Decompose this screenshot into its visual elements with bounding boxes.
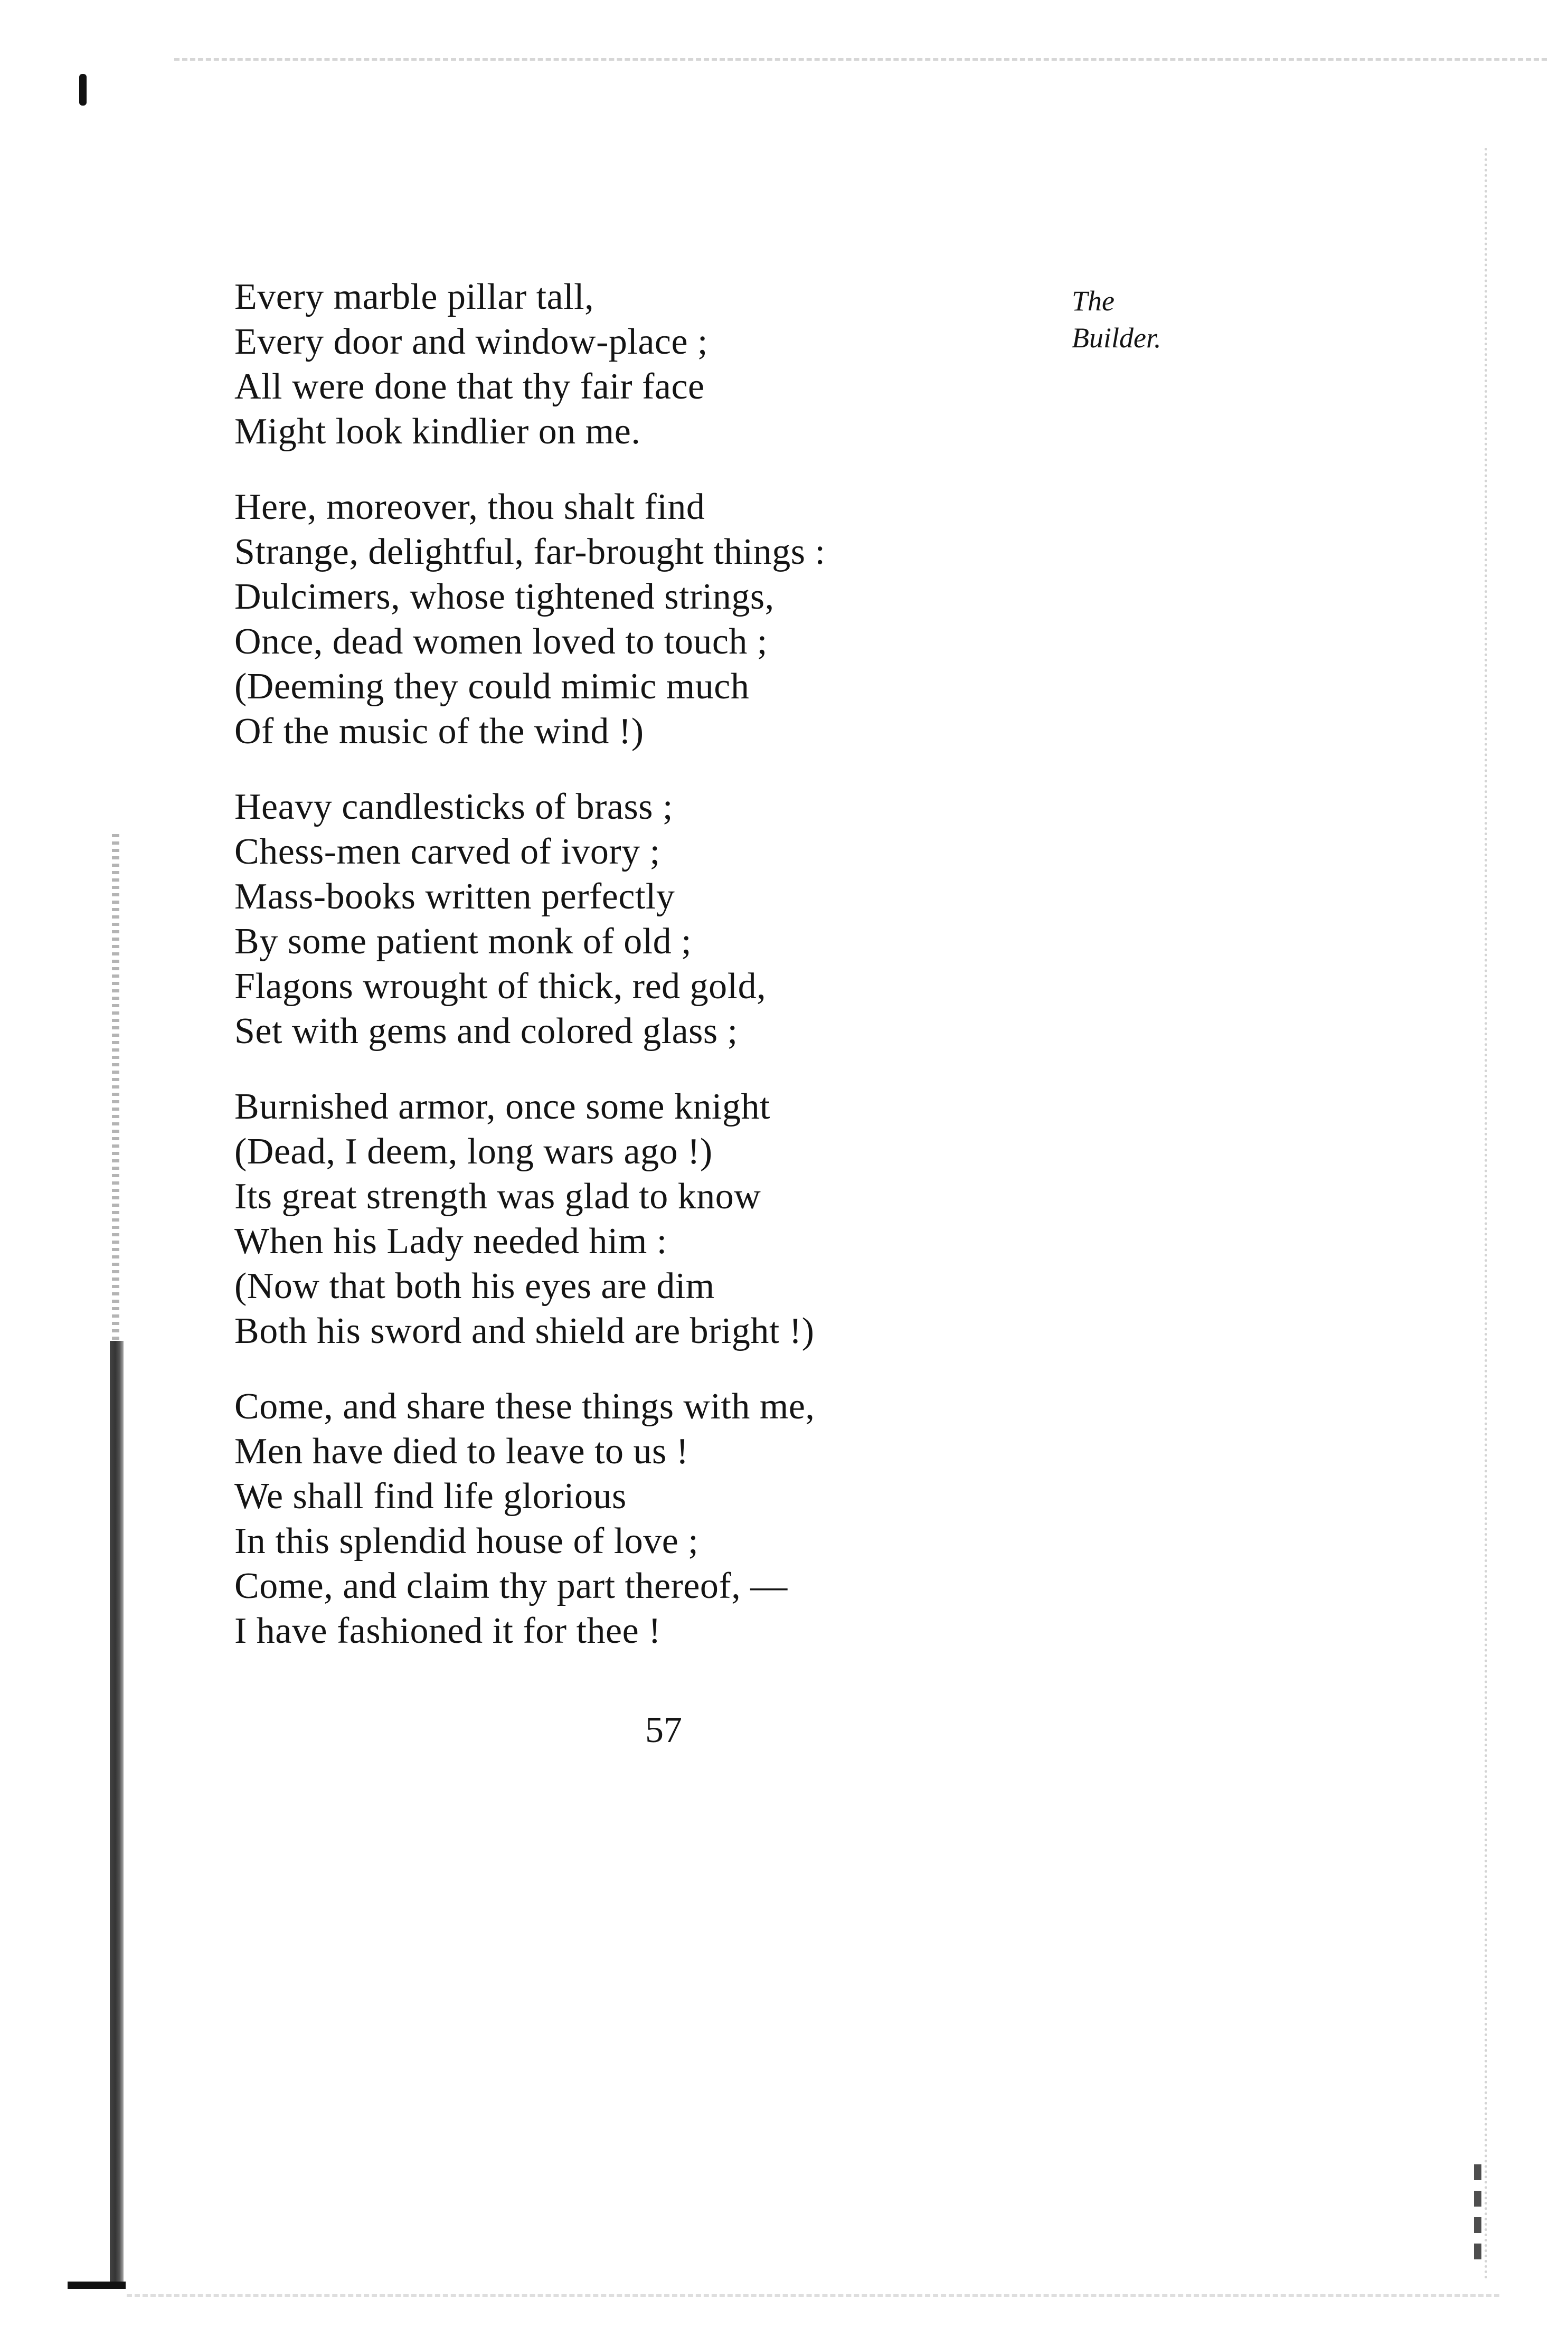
scan-top-edge <box>174 58 1547 61</box>
poem-line: Come, and claim thy part thereof, — <box>234 1566 788 1606</box>
poem-line: Heavy candlesticks of brass ; <box>234 787 673 827</box>
poem-line: In this splendid house of love ; <box>234 1521 699 1562</box>
poem-line: I have fashioned it for thee ! <box>234 1611 662 1651</box>
poem-line: By some patient monk of old ; <box>234 921 692 962</box>
poem-line: Chess-men carved of ivory ; <box>234 831 660 872</box>
poem-line: We shall find life glorious <box>234 1476 627 1517</box>
stanza-5 <box>234 1384 1238 1653</box>
stanza-3 <box>234 784 1238 1054</box>
poem-line: Burnished armor, once some knight <box>234 1086 770 1127</box>
poem-line: Flagons wrought of thick, red gold, <box>234 966 767 1007</box>
scan-left-edge <box>110 1341 124 2286</box>
scan-right-edge <box>1485 148 1487 2280</box>
stanza-1 <box>234 275 1238 454</box>
scan-left-foot <box>68 2282 126 2289</box>
page-number: 57 <box>645 1710 682 1750</box>
scan-corner-mark <box>79 74 87 106</box>
poem-line: (Deeming they could mimic much <box>234 666 750 707</box>
poem-line: Every marble pillar tall, <box>234 277 594 317</box>
poem-line: Every door and window-place ; <box>234 321 708 362</box>
scan-left-edge-faint <box>112 834 119 1341</box>
poem-line: Mass-books written perfectly <box>234 876 675 917</box>
stanza-2 <box>234 485 1238 754</box>
poem-line: Strange, delightful, far-brought things : <box>234 532 826 572</box>
poem-line: Once, dead women loved to touch ; <box>234 621 768 662</box>
poem-line: Might look kindlier on me. <box>234 411 641 452</box>
poem-line: Its great strength was glad to know <box>234 1176 761 1217</box>
poem-line: When his Lady needed him : <box>234 1221 667 1262</box>
margin-title-line: The <box>1072 285 1114 317</box>
poem-line: Both his sword and shield are bright !) <box>234 1311 815 1351</box>
poem <box>234 275 1238 1684</box>
poem-line: Come, and share these things with me, <box>234 1386 815 1427</box>
poem-line: Here, moreover, thou shalt find <box>234 487 705 527</box>
stanza-4 <box>234 1084 1238 1354</box>
poem-line: Dulcimers, whose tightened strings, <box>234 576 774 617</box>
scan-bottom-edge <box>127 2294 1499 2297</box>
poem-line: (Dead, I deem, long wars ago !) <box>234 1131 713 1172</box>
poem-line: All were done that thy fair face <box>234 366 705 407</box>
margin-title-line: Builder. <box>1072 322 1161 354</box>
scan-right-foot-mark <box>1474 2164 1481 2270</box>
poem-line: Men have died to leave to us ! <box>234 1431 689 1472</box>
poem-line: Set with gems and colored glass ; <box>234 1011 738 1052</box>
poem-line: (Now that both his eyes are dim <box>234 1266 715 1307</box>
poem-line: Of the music of the wind !) <box>234 711 644 752</box>
